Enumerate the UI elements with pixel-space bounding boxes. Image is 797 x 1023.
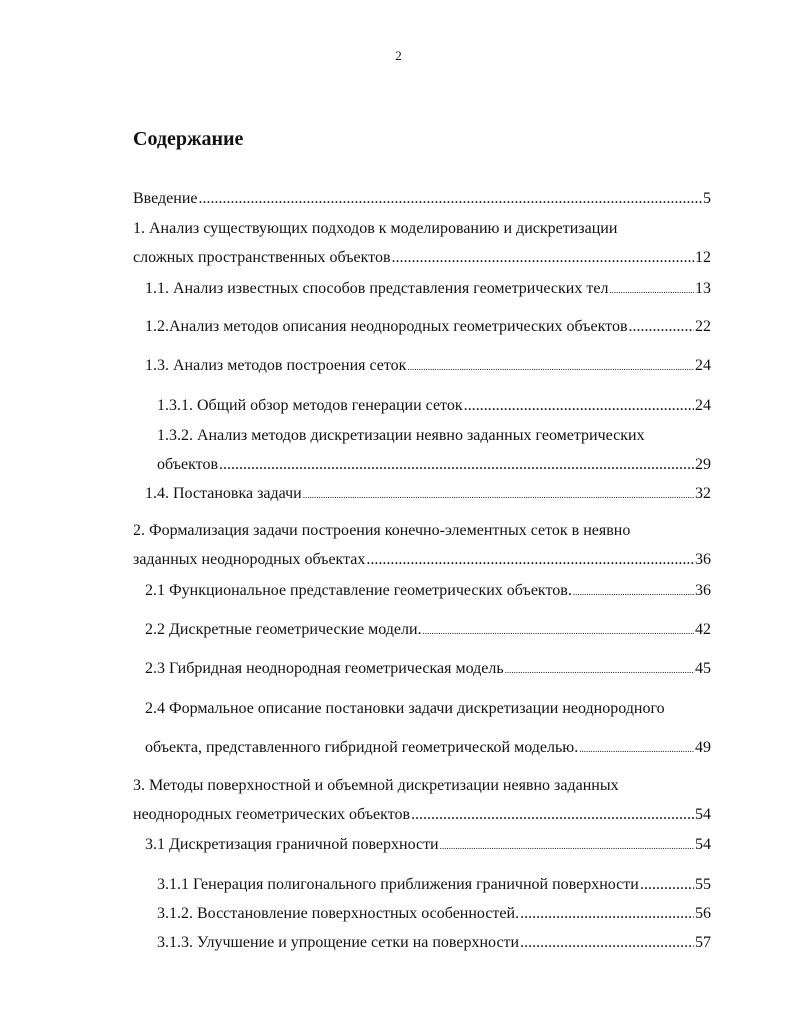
toc-entry-ch3 [133,806,711,824]
toc-entry-text: 1.3. Анализ методов построения сеток [145,357,407,374]
toc-page-number: 29 [695,456,711,473]
toc-leader [199,190,703,208]
toc-entry-3-1-3 [157,934,711,952]
toc-entry-1-3-2 [157,456,711,474]
toc-entry-text: 3.1.2. Восстановление поверхностных особенностей. [157,905,520,922]
toc-entry-3-1-1 [157,876,711,894]
toc-page-number: 36 [695,551,711,568]
toc-leader [505,660,694,678]
toc-entry-1-3 [145,357,711,375]
toc-entry-text: 1.1. Анализ известных способов представления геометрических тел [145,280,609,297]
toc-entry-text: 2.2 Дискретные геометрические модели. [145,621,422,638]
toc-entry-text: 1.4. Постановка задачи [145,485,302,502]
toc-leader [573,582,694,600]
toc-page-number: 45 [695,660,711,677]
toc-entry-text: объекта, представленного гибридной геометрической моделью. [145,739,579,756]
toc-page-number: 24 [695,397,711,414]
toc-leader [640,876,694,894]
toc-entry-1-4 [145,485,711,503]
toc-page-number: 24 [695,357,711,374]
toc-entry-text: неоднородных геометрических объектов [133,806,411,823]
toc-entry-ch2 [133,551,711,569]
toc-entry-ch1-line1: 1. Анализ существующих подходов к моделированию и дискретизации [133,220,618,237]
toc-page-number: 54 [695,836,711,853]
toc-entry-1-1 [145,280,711,298]
toc-entry-text: 1.3.1. Общий обзор методов генерации сеток [157,397,463,414]
toc-leader [609,280,694,298]
toc-page-number: 57 [695,934,711,951]
toc-entry-3-1-2 [157,905,711,923]
toc-entry-2-2 [145,621,711,639]
toc-entry-3-1 [145,836,711,854]
toc-page-number: 12 [695,249,711,266]
toc-leader [219,456,694,474]
toc-entry-text: 1.2.Анализ методов описания неоднородных геометрических объектов [145,318,628,335]
toc-leader [520,934,694,952]
toc-page-number: 49 [695,739,711,756]
toc-entry-ch3-line1: 3. Методы поверхностной и объемной дискретизации неявно заданных [133,777,619,794]
toc-entry-2-3 [145,660,711,678]
toc-entry-text: 2.3 Гибридная неоднородная геометрическая модель [145,660,504,677]
toc-entry-1-2 [145,318,711,336]
toc-page-number: 56 [695,905,711,922]
toc-entry-text: Введение [133,190,198,207]
toc-leader [411,806,694,824]
toc-entry-2-4-line1: 2.4 Формальное описание постановки задачи дискретизации неоднородного [145,700,665,717]
toc-entry-ch1 [133,249,711,267]
toc-leader [407,357,694,375]
toc-page-number: 36 [695,582,711,599]
toc-entry-2-1 [145,582,711,600]
toc-page-number: 13 [695,280,711,297]
toc-leader [464,397,694,415]
toc-entry-ch2-line1: 2. Формализация задачи построения конечно-элементных сеток в неявно [133,522,631,539]
toc-page-number: 42 [695,621,711,638]
toc-entry-2-4 [145,739,711,757]
toc-leader [629,318,695,336]
toc-leader [440,836,694,854]
toc-entry-intro [133,190,711,208]
page-title: Содержание [133,128,244,150]
toc-entry-text: 3.1 Дискретизация граничной поверхности [145,836,439,853]
toc-leader [423,621,694,639]
toc-entry-text: заданных неоднородных объектах [133,551,366,568]
toc-leader [579,739,694,757]
toc-page-number: 54 [695,806,711,823]
page-number: 2 [395,48,402,63]
toc-entry-text: 2.1 Функциональное представление геометрических объектов. [145,582,572,599]
toc-leader [303,485,694,503]
toc-page-number: 22 [695,318,711,335]
toc-entry-text: 3.1.3. Улучшение и упрощение сетки на поверхности [157,934,520,951]
toc-leader [520,905,694,923]
toc-page-number: 55 [695,876,711,893]
toc-entry-text: сложных пространственных объектов [133,249,391,266]
toc-page-number: 32 [695,485,711,502]
toc-entry-text: 3.1.1 Генерация полигонального приближения граничной поверхности [157,876,639,893]
toc-page-number: 5 [703,190,711,207]
toc-leader [392,249,694,267]
toc-entry-text: объектов [157,456,219,473]
toc-entry-1-3-2-line1: 1.3.2. Анализ методов дискретизации неявно заданных геометрических [157,427,645,444]
toc-leader [366,551,694,569]
toc-entry-1-3-1 [157,397,711,415]
